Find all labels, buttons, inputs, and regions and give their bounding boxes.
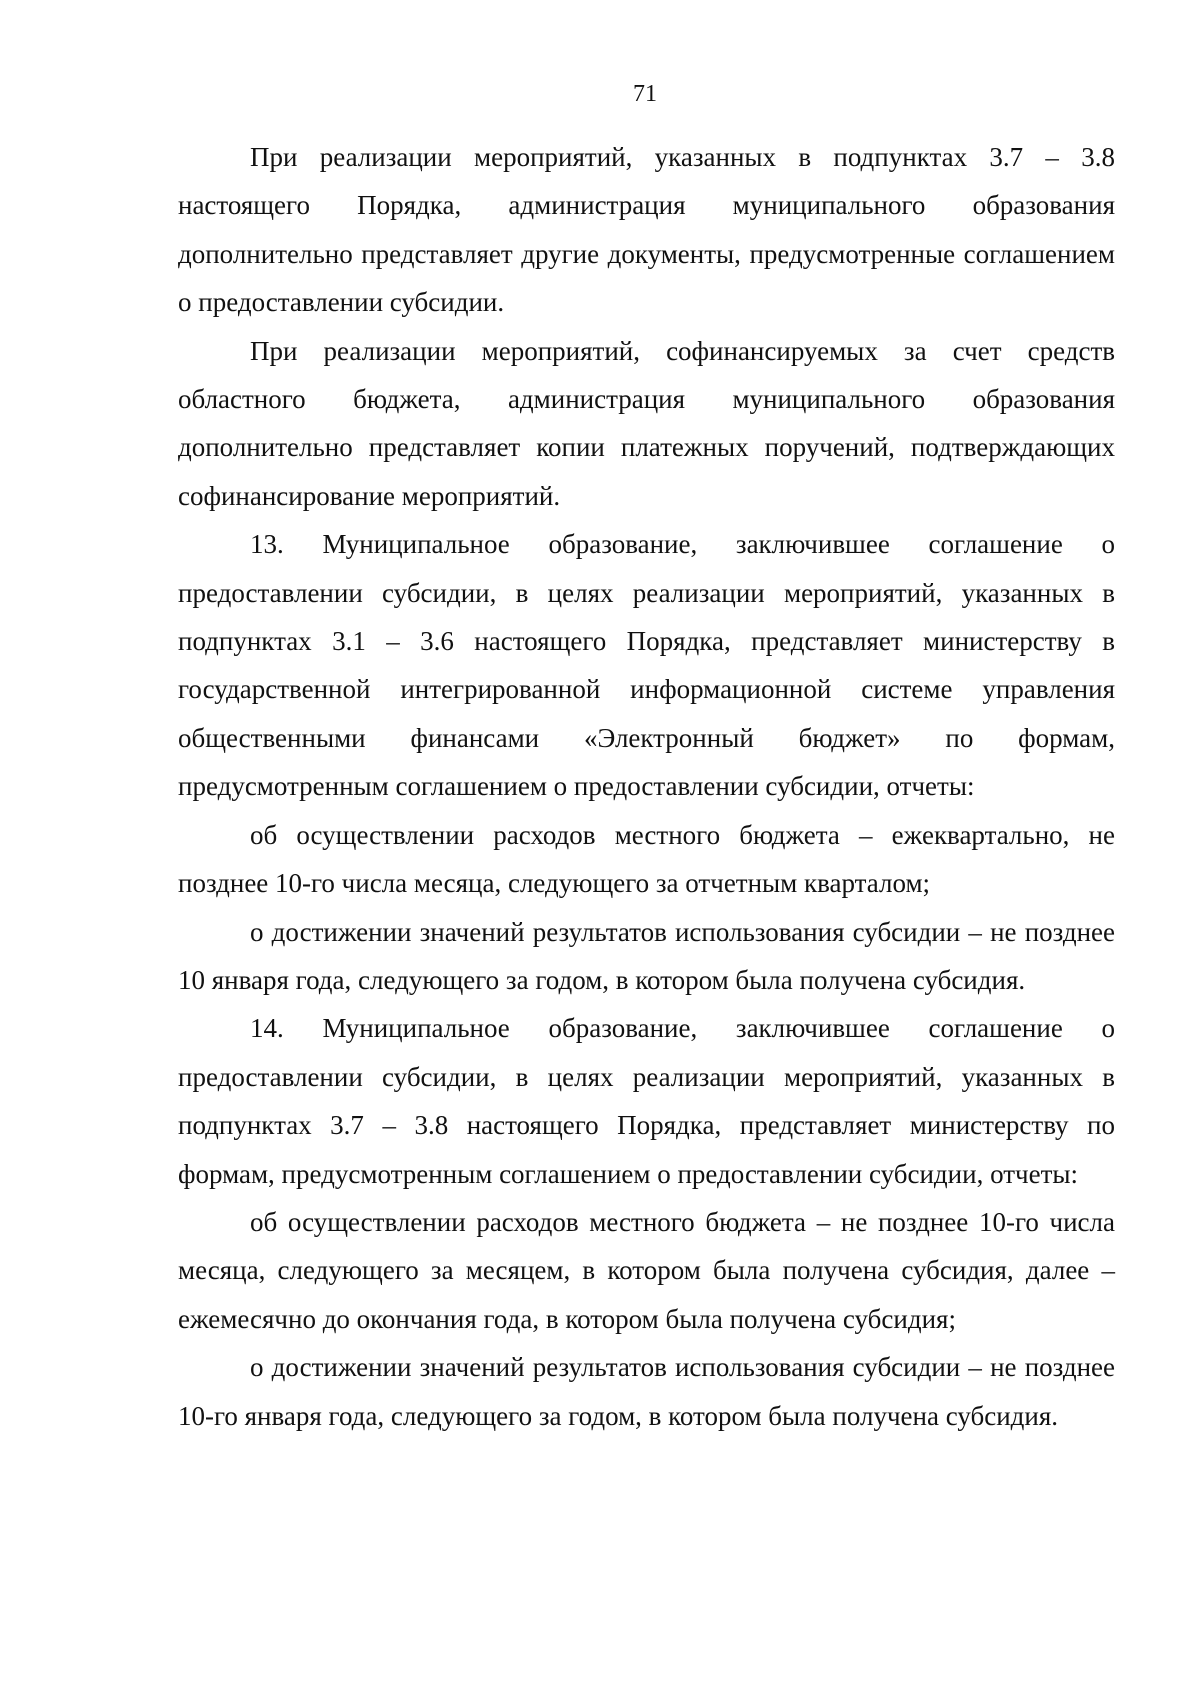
- paragraph-section-14-expenses-report: об осуществлении расходов местного бюджета – не позднее 10-го числа месяца, следующего за месяцем, в котором была получена субсидия, далее – ежемесячно до окончания года, в котором была получена субсидия;: [178, 1206, 1115, 1334]
- paragraph-section-13: 13. Муниципальное образование, заключившее соглашение о предоставлении субсидии, в целях реализации мероприятий, указанных в подпунктах 3.1 – 3.6 настоящего Порядка, представляет министерству в государственной интегрированной информационной системе управления общественными финансами «Электронный бюджет» по формам, предусмотренным соглашением о предоставлении субсидии, отчеты:: [178, 529, 1115, 802]
- paragraph-cofinancing-payments: При реализации мероприятий, софинансируемых за счет средств областного бюджета, администрация муниципального образования дополнительно представляет копии платежных поручений, подтверждающих софинансирование мероприятий.: [178, 335, 1115, 511]
- paragraph-section-13-expenses-report: об осуществлении расходов местного бюджета – ежеквартально, не позднее 10-го числа месяца, следующего за отчетным кварталом;: [178, 819, 1115, 899]
- page-number: 71: [633, 81, 657, 107]
- paragraph-additional-documents: При реализации мероприятий, указанных в подпунктах 3.7 – 3.8 настоящего Порядка, администрация муниципального образования дополнительно представляет другие документы, предусмотренные соглашением о предоставлении субсидии.: [178, 142, 1115, 318]
- paragraph-section-14: 14. Муниципальное образование, заключившее соглашение о предоставлении субсидии, в целях реализации мероприятий, указанных в подпунктах 3.7 – 3.8 настоящего Порядка, представляет министерству по формам, предусмотренным соглашением о предоставлении субсидии, отчеты:: [178, 1013, 1115, 1189]
- paragraph-section-13-results-report: о достижении значений результатов использования субсидии – не позднее 10 января года, следующего за годом, в котором была получена субсидия.: [178, 916, 1115, 995]
- paragraph-section-14-results-report: о достижении значений результатов использования субсидии – не позднее 10-го января года, следующего за годом, в котором была получена субсидия.: [178, 1352, 1115, 1431]
- document-body: [178, 133, 1115, 1440]
